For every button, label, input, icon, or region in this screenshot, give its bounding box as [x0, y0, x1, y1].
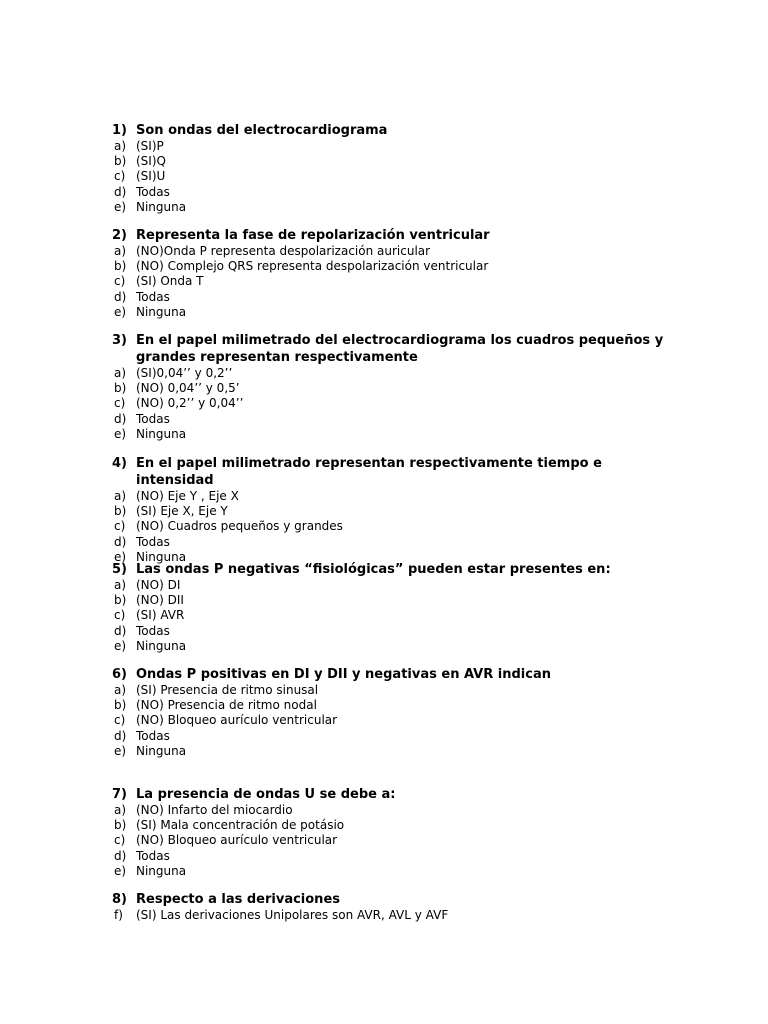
question-number: 3): [112, 333, 127, 348]
option-text: (NO) Bloqueo aurículo ventricular: [136, 833, 338, 848]
option-text: (SI) Mala concentración de potásio: [136, 818, 345, 833]
question-title: [112, 122, 672, 139]
question-text: Representa la fase de repolarización ventricular: [136, 228, 490, 243]
question-title: [112, 786, 672, 803]
option-text: (NO) 0,2’’ y 0,04’’: [136, 396, 244, 411]
option-item: [112, 519, 672, 534]
question-5: [112, 561, 672, 654]
option-item: [112, 729, 672, 744]
question-number: 4): [112, 456, 127, 471]
option-item: [112, 908, 672, 923]
option-list: [112, 908, 672, 923]
question-title: [112, 455, 672, 489]
option-letter: b): [114, 504, 127, 519]
option-text: Todas: [136, 848, 170, 863]
option-letter: f): [114, 908, 123, 922]
question-number: 7): [112, 787, 127, 802]
question-8: [112, 891, 672, 923]
question-text: La presencia de ondas U se debe a:: [136, 787, 396, 802]
option-item: [112, 489, 672, 504]
option-item: [112, 154, 672, 169]
option-item: [112, 290, 672, 305]
question-2: [112, 227, 672, 320]
question-number: 2): [112, 228, 127, 243]
option-item: [112, 864, 672, 879]
option-letter: e): [114, 426, 127, 441]
option-text: (NO)Onda P representa despolarización auricular: [136, 244, 431, 258]
question-text: Respecto a las derivaciones: [136, 892, 340, 907]
option-letter: a): [114, 366, 127, 380]
option-item: [112, 504, 672, 519]
option-item: [112, 803, 672, 818]
option-letter: b): [114, 593, 127, 608]
option-item: [112, 713, 672, 728]
question-1: [112, 122, 672, 215]
question-text: Las ondas P negativas “fisiológicas” pueden estar presentes en:: [136, 562, 611, 577]
question-3: [112, 332, 672, 442]
option-letter: d): [114, 411, 127, 426]
option-letter: a): [114, 139, 127, 153]
option-text: (NO) DII: [136, 593, 184, 608]
option-text: Ninguna: [136, 638, 187, 653]
option-text: (NO) 0,04’’ y 0,5’: [136, 381, 240, 396]
option-item: [112, 624, 672, 639]
option-text: (SI) Eje X, Eje Y: [136, 504, 228, 519]
question-text: En el papel milimetrado del electrocardiograma los cuadros pequeños y grandes representan respectivamente: [136, 333, 664, 365]
option-item: [112, 833, 672, 848]
option-text: Todas: [136, 411, 170, 426]
question-4: [112, 455, 672, 565]
option-text: Todas: [136, 534, 170, 549]
option-list: [112, 578, 672, 654]
option-text: Todas: [136, 184, 170, 199]
option-item: [112, 593, 672, 608]
option-text: (SI) AVR: [136, 608, 185, 623]
option-text: (NO) Presencia de ritmo nodal: [136, 698, 317, 713]
option-letter: c): [114, 833, 126, 848]
option-text: Ninguna: [136, 199, 187, 214]
question-7: [112, 786, 672, 879]
option-item: [112, 818, 672, 833]
option-letter: b): [114, 259, 127, 274]
option-item: [112, 366, 672, 381]
question-number: 6): [112, 667, 127, 682]
option-text: Ninguna: [136, 426, 187, 441]
option-text: (SI)Q: [136, 154, 166, 169]
option-letter: d): [114, 289, 127, 304]
question-6: [112, 666, 672, 759]
option-item: [112, 608, 672, 623]
question-number: 8): [112, 892, 127, 907]
option-text: (NO) Infarto del miocardio: [136, 803, 293, 817]
option-letter: c): [114, 169, 126, 184]
option-item: [112, 412, 672, 427]
option-text: Ninguna: [136, 304, 187, 319]
option-list: [112, 366, 672, 442]
option-list: [112, 803, 672, 879]
question-text: Ondas P positivas en DI y DII y negativas en AVR indican: [136, 667, 551, 682]
question-title: [112, 561, 672, 578]
option-list: [112, 139, 672, 215]
option-letter: e): [114, 199, 127, 214]
question-text: Son ondas del electrocardiograma: [136, 123, 388, 138]
option-item: [112, 139, 672, 154]
option-letter: b): [114, 698, 127, 713]
option-text: Todas: [136, 728, 170, 743]
option-letter: e): [114, 304, 127, 319]
option-letter: a): [114, 489, 127, 503]
option-item: [112, 200, 672, 215]
option-letter: c): [114, 274, 126, 289]
option-letter: d): [114, 184, 127, 199]
option-text: (SI)0,04’’ y 0,2’’: [136, 366, 233, 380]
option-letter: d): [114, 728, 127, 743]
option-letter: a): [114, 683, 127, 697]
option-letter: c): [114, 519, 126, 534]
option-text: (SI)P: [136, 139, 164, 153]
option-item: [112, 744, 672, 759]
option-letter: e): [114, 638, 127, 653]
option-item: [112, 244, 672, 259]
option-text: (SI) Onda T: [136, 274, 204, 289]
option-letter: e): [114, 863, 127, 878]
option-text: Ninguna: [136, 743, 187, 758]
option-text: (NO) Bloqueo aurículo ventricular: [136, 713, 338, 728]
option-item: [112, 578, 672, 593]
option-item: [112, 381, 672, 396]
option-list: [112, 683, 672, 759]
option-letter: c): [114, 608, 126, 623]
option-letter: c): [114, 713, 126, 728]
option-text: Ninguna: [136, 549, 187, 564]
option-letter: d): [114, 534, 127, 549]
option-text: Todas: [136, 289, 170, 304]
option-letter: a): [114, 803, 127, 817]
option-item: [112, 849, 672, 864]
option-letter: a): [114, 244, 127, 258]
option-letter: c): [114, 396, 126, 411]
question-number: 5): [112, 562, 127, 577]
option-item: [112, 698, 672, 713]
option-text: (NO) Cuadros pequeños y grandes: [136, 519, 343, 534]
option-text: (SI) Las derivaciones Unipolares son AVR, AVL y AVF: [136, 908, 449, 922]
option-letter: a): [114, 578, 127, 592]
option-item: [112, 639, 672, 654]
option-text: (SI)U: [136, 169, 166, 184]
option-letter: b): [114, 154, 127, 169]
option-item: [112, 396, 672, 411]
option-letter: d): [114, 623, 127, 638]
option-item: [112, 683, 672, 698]
option-letter: e): [114, 743, 127, 758]
option-item: [112, 169, 672, 184]
option-list: [112, 244, 672, 320]
question-number: 1): [112, 123, 127, 138]
option-item: [112, 259, 672, 274]
option-item: [112, 535, 672, 550]
option-letter: b): [114, 818, 127, 833]
option-item: [112, 305, 672, 320]
question-text: En el papel milimetrado representan respectivamente tiempo e intensidad: [136, 456, 602, 488]
option-text: Ninguna: [136, 863, 187, 878]
option-item: [112, 185, 672, 200]
question-title: [112, 227, 672, 244]
option-text: (SI) Presencia de ritmo sinusal: [136, 683, 319, 697]
question-title: [112, 891, 672, 908]
option-item: [112, 274, 672, 289]
option-text: (NO) Complejo QRS representa despolarización ventricular: [136, 259, 489, 274]
option-letter: d): [114, 848, 127, 863]
question-title: [112, 332, 672, 366]
option-text: Todas: [136, 623, 170, 638]
question-title: [112, 666, 672, 683]
option-list: [112, 489, 672, 565]
option-item: [112, 427, 672, 442]
option-text: (NO) Eje Y , Eje X: [136, 489, 239, 503]
option-letter: b): [114, 381, 127, 396]
option-text: (NO) DI: [136, 578, 181, 592]
option-letter: e): [114, 549, 127, 564]
